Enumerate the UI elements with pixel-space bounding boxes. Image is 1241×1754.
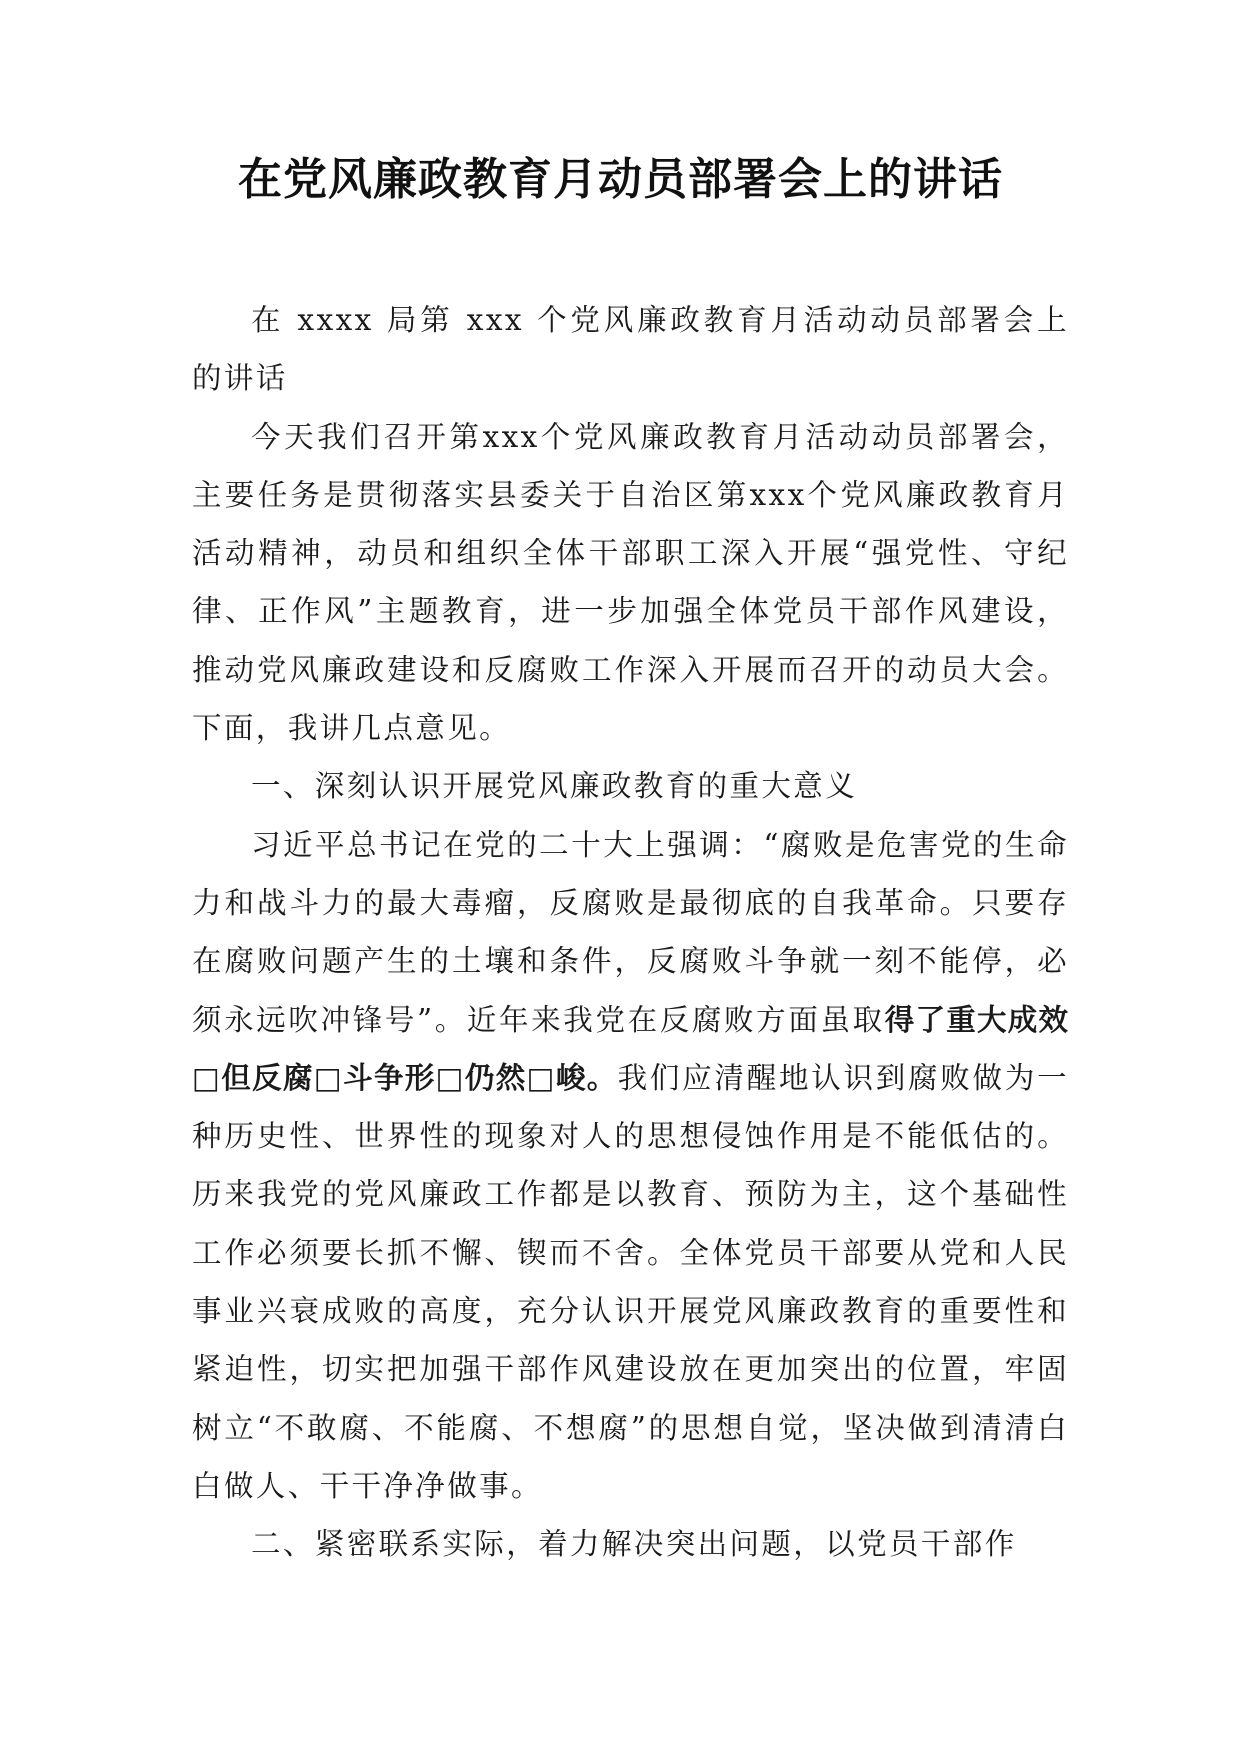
- document-body: [192, 291, 1069, 1574]
- paragraph-text-before: 习近平总书记在党的二十大上强调：“腐败是危害党的生命力和战斗力的最大毒瘤，反腐败是最彻底的自我革命。只要存在腐败问题产生的土壤和条件，反腐败斗争就一刻不能停，必须永远吹冲锋号”。近年来我党在反腐败方面虽取: [192, 827, 1069, 1037]
- paragraph-text-after: 我们应清醒地认识到腐败做为一种历史性、世界性的现象对人的思想侵蚀作用是不能低估的。历来我党的党风廉政工作都是以教育、预防为主，这个基础性工作必须要长抓不懈、锲而不舍。全体党员干部要从党和人民事业兴衰成败的高度，充分认识开展党风廉政教育的重要性和紧迫性，切实把加强干部作风建设放在更加突出的位置，牢固树立“不敢腐、不能腐、不想腐”的思想自觉，坚决做到清清白白做人、干干净净做事。: [192, 1060, 1069, 1503]
- section-heading-2: 二、紧密联系实际，着力解决突出问题，以党员干部作: [251, 1527, 1017, 1562]
- paragraph-bold-text: 得了重大成效□但反腐□斗争形□仍然□峻。: [192, 1002, 1069, 1095]
- document-title: 在党风廉政教育月动员部署会上的讲话: [238, 154, 1003, 205]
- paragraph-subtitle: 在 xxxx 局第 xxx 个党风廉政教育月活动动员部署会上的讲话: [192, 303, 1069, 396]
- paragraph-intro: 今天我们召开第xxx个党风廉政教育月活动动员部署会，主要任务是贯彻落实县委关于自治区第xxx个党风廉政教育月活动精神，动员和组织全体干部职工深入开展“强党性、守纪律、正作风”主题教育，进一步加强全体党员干部作风建设，推动党风廉政建设和反腐败工作深入开展而召开的动员大会。下面，我讲几点意见。: [192, 419, 1069, 746]
- paragraph-section-1: [192, 816, 1069, 1516]
- section-heading-1: 一、深刻认识开展党风廉政教育的重大意义: [251, 769, 858, 804]
